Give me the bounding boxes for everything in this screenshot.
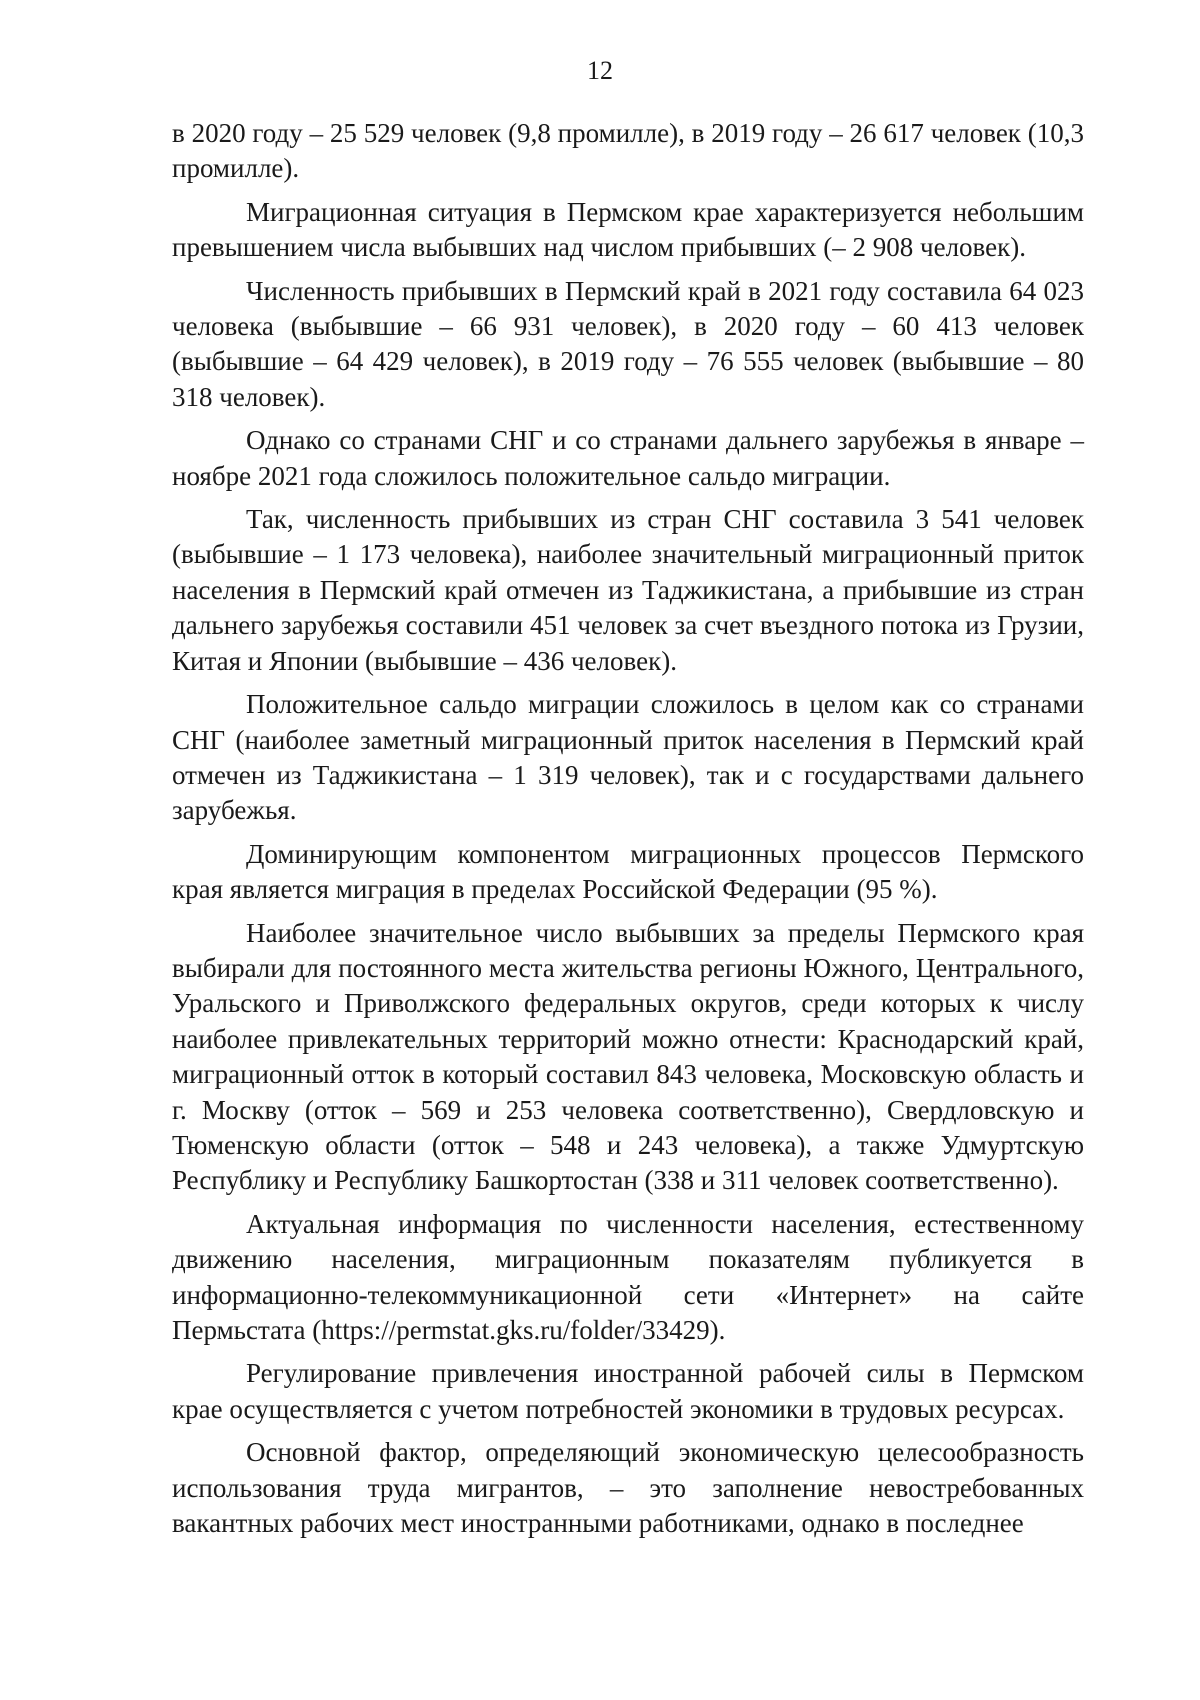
paragraph-balance-overall: Положительное сальдо миграции сложилось в целом как со странами СНГ (наиболее заметный миграционный приток населения в Пермский край отмечен из Таджикистана – 1 319 человек), так и с государствами дальнего зарубежья.	[172, 689, 1084, 826]
paragraph-departures-regions: Наиболее значительное число выбывших за пределы Пермского края выбирали для постоянного места жительства регионы Южного, Центрального, Уральского и Приволжского федеральных округов, среди которых к числу наиболее привлекательных территорий можно отнести: Краснодарский край, миграционный отток в который составил 843 человека, Московскую область и г. Москву (отток – 569 и 253 человека соответственно), Свердловскую и Тюменскую области (отток – 548 и 243 человека), а также Удмуртскую Республику и Республику Башкортостан (338 и 311 человек соответственно).	[172, 917, 1084, 1196]
paragraph-positive-balance: Однако со странами СНГ и со странами дальнего зарубежья в январе – ноябре 2021 года сложилось положительное сальдо миграции.	[172, 425, 1084, 491]
page-number: 12	[587, 56, 613, 85]
paragraph-cis-arrivals: Так, численность прибывших из стран СНГ составила 3 541 человек (выбывшие – 1 173 человека), наиболее значительный миграционный приток населения в Пермский край отмечен из Таджикистана, а прибывшие из стран дальнего зарубежья составили 451 человек за счет въездного потока из Грузии, Китая и Японии (выбывшие – 436 человек).	[172, 504, 1084, 676]
paragraph-dominant-component: Доминирующим компонентом миграционных процессов Пермского края является миграция в пределах Российской Федерации (95 %).	[172, 838, 1084, 905]
paragraph-migration-situation: Миграционная ситуация в Пермском крае характеризуется небольшим превышением числа выбывших над числом прибывших (– 2 908 человек).	[172, 196, 1084, 263]
paragraph-arrivals-count: Численность прибывших в Пермский край в 2021 году составила 64 023 человека (выбывшие – 66 931 человек), в 2020 году – 60 413 человек (выбывшие – 64 429 человек), в 2019 году – 76 555 человек (выбывшие – 80 318 человек).	[172, 275, 1084, 412]
paragraph-labor-regulation: Регулирование привлечения иностранной рабочей силы в Пермском крае осуществляется с учетом потребностей экономики в трудовых ресурсах.	[172, 1358, 1084, 1424]
paragraph-continuation: в 2020 году – 25 529 человек (9,8 промилле), в 2019 году – 26 617 человек (10,3 промилле).	[172, 118, 1084, 184]
paragraph-main-factor: Основной фактор, определяющий экономическую целесообразность использования труда мигрантов, – это заполнение невостребованных вакантных рабочих мест иностранными работниками, однако в последнее	[172, 1437, 1084, 1539]
paragraph-current-info: Актуальная информация по численности населения, естественному движению населения, миграционным показателям публикуется в информационно-телекоммуникационной сети «Интернет» на сайте Пермьстата (https://permstat.gks.ru/folder/33429).	[172, 1208, 1084, 1345]
document-body	[172, 116, 1084, 1549]
